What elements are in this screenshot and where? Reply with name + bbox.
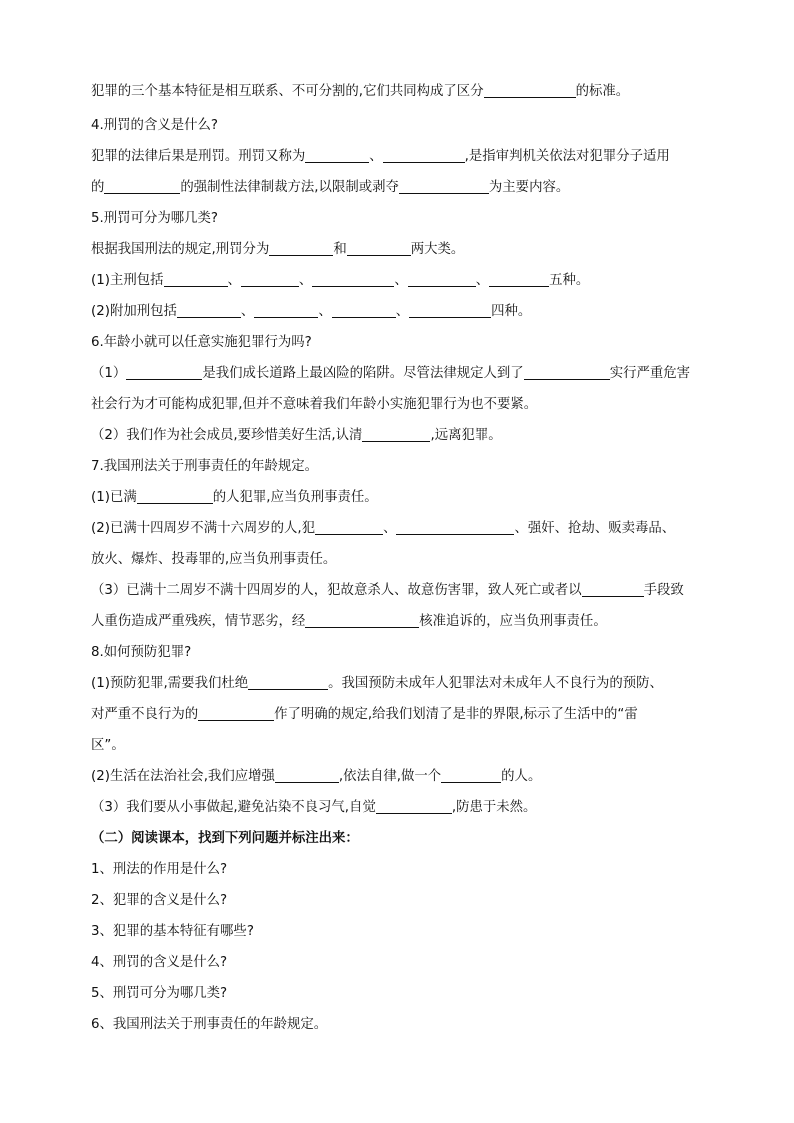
text-line: [91, 271, 714, 291]
text-line: [91, 798, 714, 818]
text-line: [91, 240, 714, 260]
fill-in-blank[interactable]: [315, 520, 383, 535]
text-segment: (1)主刑包括: [91, 273, 164, 288]
text-segment: 6、我国刑法关于刑事责任的年龄规定。: [91, 1017, 328, 1032]
fill-in-blank[interactable]: [376, 799, 452, 814]
fill-in-blank[interactable]: [312, 272, 394, 287]
fill-in-blank[interactable]: [198, 706, 274, 721]
text-segment: 、: [227, 273, 241, 288]
text-segment: 是我们成长道路上最凶险的陷阱。尽管法律规定人到了: [202, 366, 524, 381]
text-line: [91, 426, 714, 446]
text-segment: 3、犯罪的基本特征有哪些?: [91, 924, 254, 939]
text-segment: 手段致: [643, 583, 684, 598]
text-segment: 四种。: [491, 304, 532, 319]
fill-in-blank[interactable]: [524, 365, 610, 380]
fill-in-blank[interactable]: [305, 613, 419, 628]
text-line: [91, 860, 714, 880]
text-segment: ,防患于未然。: [451, 800, 537, 815]
text-line: [91, 116, 714, 136]
text-line: [91, 395, 714, 415]
text-segment: 2、犯罪的含义是什么?: [91, 893, 228, 908]
fill-in-blank[interactable]: [396, 520, 514, 535]
text-segment: 作了明确的规定,给我们划清了是非的界限,标示了生活中的“雷: [274, 707, 638, 722]
text-line: [91, 457, 714, 477]
text-segment: 1、刑法的作用是什么?: [91, 862, 228, 877]
fill-in-blank[interactable]: [441, 768, 501, 783]
text-segment: ,是指审判机关依法对犯罪分子适用: [464, 149, 670, 164]
text-line: [91, 674, 714, 694]
text-segment: 犯罪的三个基本特征是相互联系、不可分割的,它们共同构成了区分: [91, 84, 484, 99]
text-segment: 的人。: [501, 769, 542, 784]
text-segment: (2)已满十四周岁不满十六周岁的人,犯: [91, 521, 316, 536]
text-segment: 两大类。: [410, 242, 465, 257]
text-segment: (2)附加刑包括: [91, 304, 177, 319]
text-segment: 实行严重危害: [609, 366, 691, 381]
text-line: [91, 333, 714, 353]
text-segment: 、强奸、抢劫、贩卖毒品、: [514, 521, 676, 536]
fill-in-blank[interactable]: [269, 241, 333, 256]
text-segment: 犯罪的法律后果是刑罚。刑罚又称为: [91, 149, 306, 164]
fill-in-blank[interactable]: [399, 179, 489, 194]
text-line: [91, 922, 714, 942]
fill-in-blank[interactable]: [484, 83, 576, 98]
text-segment: 、: [383, 521, 397, 536]
text-segment: 5、刑罚可分为哪几类?: [91, 986, 228, 1001]
text-segment: 5.刑罚可分为哪几类?: [91, 211, 219, 226]
text-segment: 4、刑罚的含义是什么?: [91, 955, 228, 970]
text-segment: ,依法自律,做一个: [338, 769, 442, 784]
text-line: [91, 891, 714, 911]
text-line: [91, 302, 714, 322]
text-segment: ,远离犯罪。: [430, 428, 502, 443]
fill-in-blank[interactable]: [305, 148, 369, 163]
text-line: [91, 364, 714, 384]
text-segment: 五种。: [549, 273, 590, 288]
text-segment: 的人犯罪,应当负刑事责任。: [212, 490, 378, 505]
text-segment: 为主要内容。: [488, 180, 570, 195]
fill-in-blank[interactable]: [347, 241, 411, 256]
fill-in-blank[interactable]: [177, 303, 241, 318]
text-line: [91, 829, 714, 849]
fill-in-blank[interactable]: [582, 582, 644, 597]
fill-in-blank[interactable]: [104, 179, 180, 194]
text-segment: （3）我们要从小事做起,避免沾染不良习气,自觉: [91, 800, 376, 815]
text-segment: 8.如何预防犯罪?: [91, 645, 192, 660]
text-line: [91, 643, 714, 663]
text-segment: 6.年龄小就可以任意实施犯罪行为吗?: [91, 335, 312, 350]
text-segment: 7.我国刑法关于刑事责任的年龄规定。: [91, 459, 319, 474]
text-segment: （3）已满十二周岁不满十四周岁的人，犯故意杀人、故意伤害罪，致人死亡或者以: [91, 583, 582, 598]
text-segment: 核准追诉的，应当负刑事责任。: [419, 614, 607, 629]
text-segment: （二）阅读课本，找到下列问题并标注出来：: [91, 831, 359, 846]
fill-in-blank[interactable]: [248, 675, 328, 690]
text-line: [91, 984, 714, 1004]
text-segment: 、: [369, 149, 383, 164]
text-segment: （2）我们作为社会成员,要珍惜美好生活,认清: [91, 428, 363, 443]
text-line: [91, 178, 714, 198]
text-line: [91, 82, 714, 102]
text-segment: 、: [394, 273, 408, 288]
text-segment: 区”。: [91, 738, 125, 753]
text-line: [91, 209, 714, 229]
text-line: [91, 488, 714, 508]
fill-in-blank[interactable]: [164, 272, 228, 287]
text-line: [91, 705, 714, 725]
fill-in-blank[interactable]: [275, 768, 339, 783]
text-segment: 、: [318, 304, 332, 319]
text-line: [91, 1015, 714, 1035]
text-segment: 放火、爆炸、投毒罪的,应当负刑事责任。: [91, 552, 337, 567]
text-segment: 根据我国刑法的规定,刑罚分为: [91, 242, 270, 257]
fill-in-blank[interactable]: [241, 272, 299, 287]
text-segment: (2)生活在法治社会,我们应增强: [91, 769, 275, 784]
text-line: [91, 581, 714, 601]
text-segment: 社会行为才可能构成犯罪,但并不意味着我们年龄小实施犯罪行为也不要紧。: [91, 397, 538, 412]
text-segment: 的强制性法律制裁方法,以限制或剥夺: [180, 180, 399, 195]
text-segment: 人重伤造成严重残疾，情节恶劣，经: [91, 614, 306, 629]
fill-in-blank[interactable]: [332, 303, 396, 318]
text-segment: (1)已满: [91, 490, 137, 505]
fill-in-blank[interactable]: [126, 365, 202, 380]
text-line: [91, 736, 714, 756]
fill-in-blank[interactable]: [137, 489, 213, 504]
text-segment: 、: [395, 304, 410, 319]
fill-in-blank[interactable]: [489, 272, 549, 287]
text-segment: 和: [333, 242, 347, 257]
fill-in-blank[interactable]: [408, 272, 476, 287]
fill-in-blank[interactable]: [383, 148, 465, 163]
text-line: [91, 953, 714, 973]
text-line: [91, 147, 714, 167]
text-segment: 对严重不良行为的: [91, 707, 199, 722]
text-segment: 的标准。: [575, 84, 630, 99]
text-segment: (1)预防犯罪,需要我们杜绝: [91, 676, 249, 691]
text-line: [91, 519, 714, 539]
fill-in-blank[interactable]: [362, 427, 430, 442]
text-segment: 、: [475, 273, 490, 288]
text-segment: 4.刑罚的含义是什么?: [91, 118, 219, 133]
fill-in-blank[interactable]: [409, 303, 491, 318]
text-line: [91, 612, 714, 632]
text-segment: 、: [240, 304, 255, 319]
text-line: [91, 767, 714, 787]
text-segment: 。我国预防未成年人犯罪法对未成年人不良行为的预防、: [328, 676, 663, 691]
text-segment: 、: [298, 273, 313, 288]
text-segment: （1）: [91, 366, 127, 381]
text-line: [91, 550, 714, 570]
fill-in-blank[interactable]: [254, 303, 318, 318]
text-segment: 的: [91, 180, 105, 195]
